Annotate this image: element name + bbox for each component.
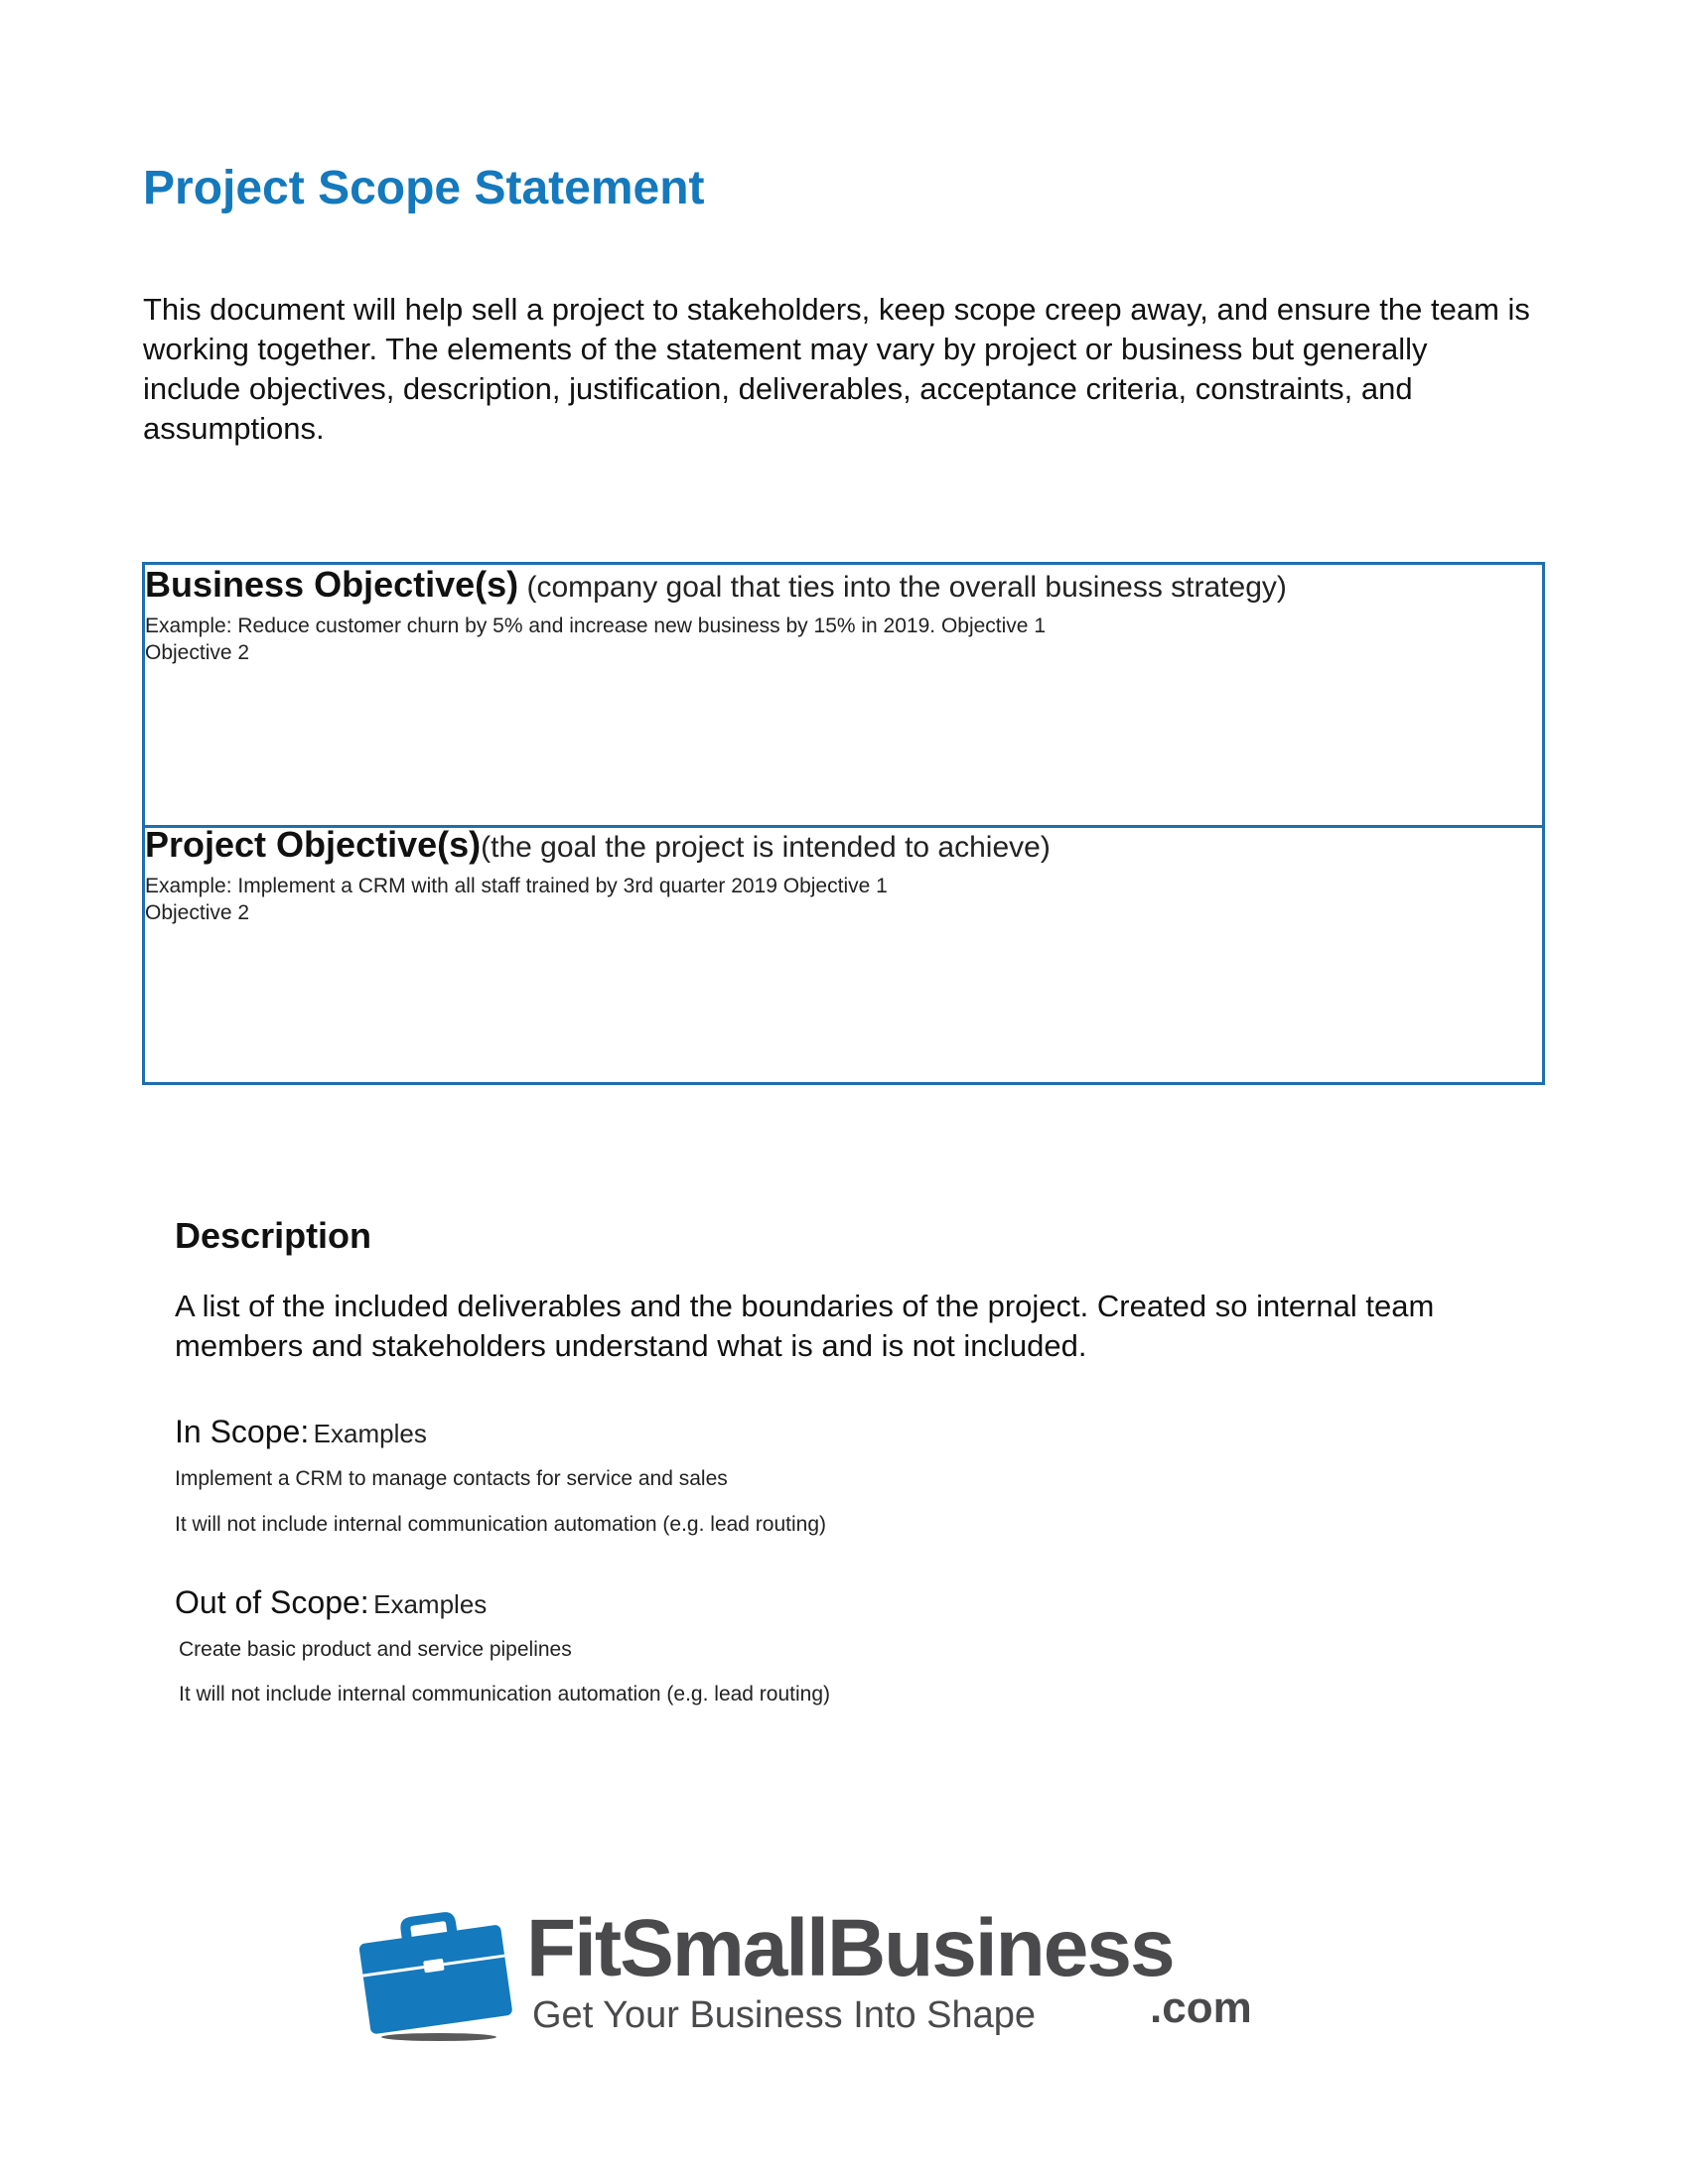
fitsmallbusiness-logo bbox=[355, 1904, 1269, 2053]
objectives-table bbox=[142, 562, 1545, 1085]
in-scope-title: In Scope: bbox=[175, 1414, 310, 1449]
out-of-scope-examples-label: Examples bbox=[373, 1589, 488, 1619]
business-objectives-title: Business Objective(s) bbox=[145, 564, 519, 605]
out-of-scope-item-clip bbox=[149, 1680, 1043, 1706]
page-title: Project Scope Statement bbox=[143, 162, 705, 214]
intro-paragraph: This document will help sell a project to stakeholders, keep scope creep away, and ensure the team is working together. The elements of the statement may vary by project or business but generally include objectives, description, justification, deliverables, acceptance criteria, constraints, and assumptions. bbox=[143, 292, 1530, 446]
project-objectives-heading bbox=[145, 825, 1542, 873]
description-heading: Description bbox=[175, 1215, 372, 1256]
briefcase-icon bbox=[355, 1904, 514, 2043]
business-objectives-heading bbox=[145, 565, 1542, 613]
in-scope-item: It will not include internal communication automation (e.g. lead routing) bbox=[175, 1513, 827, 1536]
brand-tagline: Get Your Business Into Shape bbox=[532, 1994, 1037, 2036]
brand-domain: .com bbox=[1150, 1983, 1252, 2032]
description-text: A list of the included deliverables and the boundaries of the project. Created so internal team members and stakeholders understand what is and is not included. bbox=[175, 1289, 1435, 1363]
project-objectives-example: Example: Implement a CRM with all staff trained by 3rd quarter 2019 Objective 1 bbox=[145, 875, 888, 897]
out-of-scope-title: Out of Scope: bbox=[175, 1584, 369, 1620]
project-objectives-cell[interactable] bbox=[145, 825, 1542, 1082]
brand-name: FitSmallBusiness bbox=[526, 1903, 1174, 1993]
project-objective-2: Objective 2 bbox=[145, 901, 250, 924]
out-of-scope-item: Create basic product and service pipelines bbox=[179, 1638, 572, 1661]
project-objectives-title: Project Objective(s) bbox=[145, 824, 482, 865]
out-of-scope-item: It will not include internal communication automation (e.g. lead routing) bbox=[179, 1683, 831, 1706]
business-objectives-note: (company goal that ties into the overall business strategy) bbox=[518, 571, 1287, 604]
business-objectives-cell[interactable] bbox=[145, 565, 1542, 828]
in-scope-item: Implement a CRM to manage contacts for service and sales bbox=[175, 1467, 728, 1490]
in-scope-label bbox=[175, 1414, 427, 1450]
in-scope-examples-label: Examples bbox=[313, 1419, 427, 1448]
business-objective-2: Objective 2 bbox=[145, 641, 250, 664]
project-objectives-note: (the goal the project is intended to achieve) bbox=[481, 831, 1051, 864]
out-of-scope-label bbox=[175, 1584, 487, 1621]
business-objectives-example: Example: Reduce customer churn by 5% and increase new business by 15% in 2019. Objective 1 bbox=[145, 614, 1046, 637]
